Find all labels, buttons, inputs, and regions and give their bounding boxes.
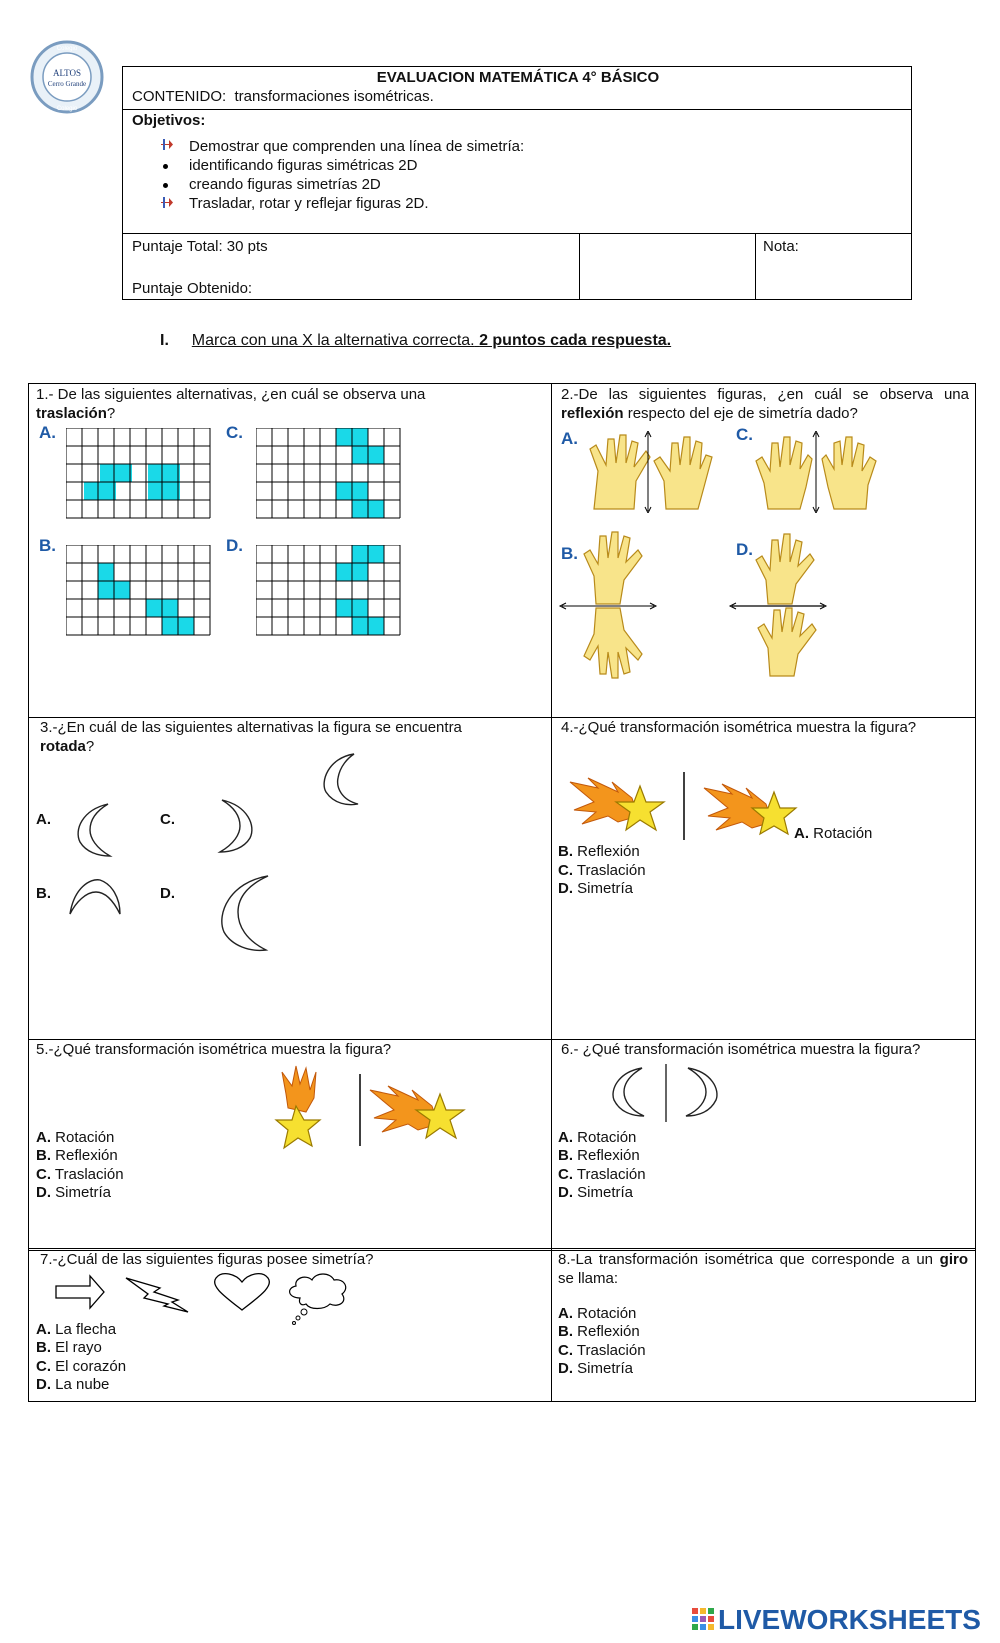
content-value: transformaciones isométricas. — [234, 88, 434, 105]
q3-moon-b — [68, 874, 124, 918]
q2-text: 2.-De las siguientes figuras, ¿en cuál se observa una — [561, 386, 969, 403]
q1-option-c[interactable]: C. — [226, 423, 243, 442]
bullet-icon — [163, 183, 168, 188]
heart-shape — [215, 1274, 270, 1310]
q5-option-a[interactable]: A. Rotación — [36, 1129, 115, 1146]
q6-option-a[interactable]: A. Rotación — [558, 1129, 637, 1146]
q3-moon-a — [68, 802, 118, 858]
q2-option-a[interactable]: A. — [561, 429, 578, 448]
q2-hands-b — [558, 530, 658, 680]
q7-option-a[interactable]: A. La flecha — [36, 1321, 117, 1338]
bullet-icon — [163, 164, 168, 169]
objective-4: Trasladar, rotar y reflejar figuras 2D. — [189, 195, 429, 212]
q4-option-a[interactable]: A. Rotación — [794, 825, 873, 842]
q2-option-c[interactable]: C. — [736, 425, 753, 444]
section-number: I. — [160, 332, 169, 349]
school-logo — [30, 40, 104, 114]
question-6 — [550, 1038, 976, 1248]
q8-option-d[interactable]: D. Simetría — [558, 1360, 634, 1377]
instruction-text: Marca con una X la alternativa correcta. — [191, 332, 475, 349]
q3-option-a[interactable]: A. — [36, 811, 51, 828]
q5-option-b[interactable]: B. Reflexión — [36, 1147, 118, 1164]
q4-shooting-stars — [568, 772, 798, 842]
q3-moon-c — [216, 798, 266, 854]
q4-option-c[interactable]: C. Traslación — [558, 862, 646, 879]
q7-option-d[interactable]: D. La nube — [36, 1376, 110, 1393]
q3-text: 3.-¿En cuál de las siguientes alternativas la figura se encuentra — [40, 719, 462, 736]
total-score-label: Puntaje Total: 30 pts — [132, 238, 268, 255]
q4-option-b[interactable]: B. Reflexión — [558, 843, 640, 860]
q1-option-d[interactable]: D. — [226, 536, 243, 555]
q3-moon-d — [210, 874, 276, 954]
objective-2: identificando figuras simétricas 2D — [189, 157, 418, 174]
liveworksheets-logo[interactable] — [692, 1604, 981, 1636]
logo-name-1: ALTOS — [52, 68, 82, 78]
q5-option-c[interactable]: C. Traslación — [36, 1166, 124, 1183]
q6-text: 6.- ¿Qué transformación isométrica muestra la figura? — [561, 1041, 921, 1058]
obtained-score-label: Puntaje Obtenido: — [132, 280, 253, 297]
q6-option-c[interactable]: C. Traslación — [558, 1166, 646, 1183]
lightning-shape — [126, 1278, 188, 1312]
objective-3: creando figuras simetrías 2D — [189, 176, 381, 193]
q8-option-c[interactable]: C. Traslación — [558, 1342, 646, 1359]
q4-option-d[interactable]: D. Simetría — [558, 880, 634, 897]
question-4 — [550, 716, 976, 1038]
q6-option-b[interactable]: B. Reflexión — [558, 1147, 640, 1164]
q2-keyword: reflexión — [561, 405, 624, 422]
q1-grid-c — [256, 428, 401, 521]
q2-hands-a — [588, 431, 718, 513]
q3-option-d[interactable]: D. — [160, 885, 175, 902]
q8-option-a[interactable]: A. Rotación — [558, 1305, 637, 1322]
q8-text: 8.-La transformación isométrica que corresponde a un — [558, 1251, 934, 1268]
q5-shooting-stars — [266, 1064, 476, 1160]
cloud-shape — [290, 1274, 346, 1309]
question-5 — [28, 1038, 550, 1248]
question-8: 8.-La transformación isométrica que corresponde a un giro se llama: A. Rotación B. Reflexión C. Traslación D. Simetría — [558, 1251, 968, 1377]
q5-option-d[interactable]: D. Simetría — [36, 1184, 112, 1201]
logo-top: Colegio — [56, 46, 78, 52]
q1-grid-a — [66, 428, 211, 521]
logo-bottom: Colegio — [56, 106, 78, 112]
q7-option-c[interactable]: C. El corazón — [36, 1358, 127, 1375]
q8-keyword: giro — [939, 1251, 968, 1268]
q7-option-b[interactable]: B. El rayo — [36, 1339, 102, 1356]
q8-option-b[interactable]: B. Reflexión — [558, 1323, 640, 1340]
objective-arrow-icon — [160, 138, 174, 156]
q1-grid-d — [256, 545, 401, 638]
q4-text: 4.-¿Qué transformación isométrica muestra la figura? — [561, 719, 917, 736]
question-1: 1.- De las siguientes alternativas, ¿en cuál se observa una traslación? A. C. B. D. — [28, 383, 550, 716]
section-instruction — [160, 331, 671, 351]
q1-grid-b — [66, 545, 211, 638]
q1-text: 1.- De las siguientes alternativas, ¿en cuál se observa una — [36, 386, 426, 403]
question-3: 3.-¿En cuál de las siguientes alternativas la figura se encuentra rotada? A. C. B. D. — [28, 716, 550, 1038]
grid-lines — [66, 428, 210, 518]
q3-model-moon — [314, 752, 364, 808]
instruction-points: 2 puntos cada respuesta. — [479, 332, 672, 349]
q7-text: 7.-¿Cuál de las siguientes figuras posee simetría? — [40, 1251, 374, 1268]
q1-option-a[interactable]: A. — [39, 423, 56, 442]
liveworksheets-icon — [692, 1608, 714, 1632]
header-table — [122, 66, 912, 300]
liveworksheets-text: LIVEWORKSHEETS — [718, 1604, 981, 1635]
arrow-shape — [56, 1276, 104, 1308]
q2-hands-d — [728, 530, 828, 680]
q2-hands-c — [754, 431, 884, 513]
objectives-label: Objetivos: — [132, 112, 206, 129]
q5-text: 5.-¿Qué transformación isométrica muestra la figura? — [36, 1041, 392, 1058]
question-2: 2.-De las siguientes figuras, ¿en cuál se observa una reflexión respecto del eje de simetría dado? A. C. B. D. — [550, 383, 976, 716]
q6-moons — [602, 1064, 732, 1122]
logo-name-2: Cerro Grande — [47, 80, 87, 88]
q3-option-b[interactable]: B. — [36, 885, 51, 902]
objective-arrow-icon — [160, 196, 174, 214]
q3-option-c[interactable]: C. — [160, 811, 175, 828]
q1-option-b[interactable]: B. — [39, 536, 56, 555]
nota-label: Nota: — [763, 238, 799, 255]
q3-keyword: rotada — [40, 738, 86, 755]
q6-option-d[interactable]: D. Simetría — [558, 1184, 634, 1201]
q1-keyword: traslación — [36, 405, 107, 422]
question-7 — [28, 1248, 550, 1402]
q2-option-d[interactable]: D. — [736, 540, 753, 559]
objective-1: Demostrar que comprenden una línea de simetría: — [189, 138, 525, 155]
q2-option-b[interactable]: B. — [561, 544, 578, 563]
exam-title: EVALUACION MATEMÁTICA 4° BÁSICO — [376, 69, 660, 86]
content-label: CONTENIDO: — [132, 88, 227, 105]
